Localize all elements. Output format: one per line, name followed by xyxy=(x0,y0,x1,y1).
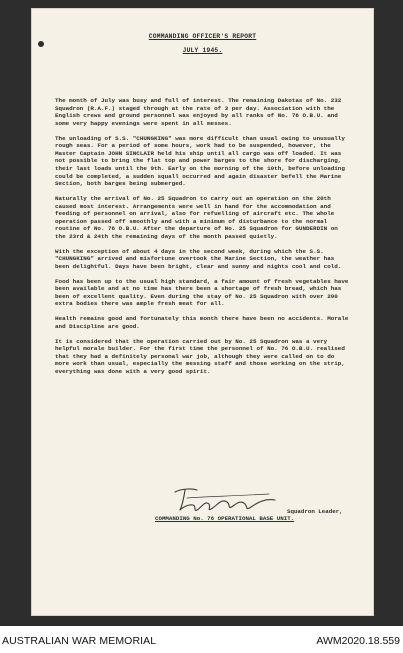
paragraph: With the exception of about 4 days in the second week, during which the S.S. "CHUNGKING" arrived and misfortune overtook the Marine Section, the weather has been delightful. Days have been bright, clear and sunny and nights cool and cold. xyxy=(55,247,342,270)
accession-number: AWM2020.18.559 xyxy=(316,635,400,647)
paragraph: Naturally the arrival of No. 25 Squadron to carry out an operation on the 20th caused most interest. Arrangements were well in hand for the accommodation and feeding of personnel on arrival, also for refuelling of aircraft etc. The whole operation passed off smoothly and with a minimum of disturbance to the normal routine of No. 76 O.B.U. After the departure of No. 25 Squadron for GUNDERDIN on the 23rd & 24th the remaining days of the month passed quietly. xyxy=(55,194,338,240)
footer-bar xyxy=(0,626,403,653)
document-page xyxy=(31,8,374,616)
document-title: COMMANDING OFFICER'S REPORT xyxy=(148,33,257,40)
document-date: JULY 1945. xyxy=(182,47,223,54)
report-body xyxy=(55,97,349,383)
signature-block xyxy=(155,486,361,526)
paragraph: It is considered that the operation carried out by No. 25 Squadron was a very helpful morale builder. For the first time the personnel of No. 76 O.B.U. realised that they had a definitely personal war job, although they were called on to do more work than usual, especially the messing staff and those working on the strip, everything was done with a very good spirit. xyxy=(55,337,345,375)
signatory-rank: Squadron Leader, xyxy=(287,508,343,515)
paragraph: Health remains good and fortunately this month there have been no accidents. Morale and Discipline are good. xyxy=(55,315,349,330)
paragraph: The month of July was busy and full of interest. The remaining Dakotas of No. 232 Squadron (R.A.F.) staged through at the rate of 3 per day. Association with the English crews and ground personnel was enjoyed by all ranks of No. 76 O.B.U. and some very happy evenings were spent in all messes. xyxy=(55,97,342,127)
signatory-unit: COMMANDING No. 76 OPERATIONAL BASE UNIT. xyxy=(155,515,295,522)
institution-credit: AUSTRALIAN WAR MEMORIAL xyxy=(2,635,157,647)
handwritten-signature xyxy=(171,486,281,516)
paragraph: The unloading of S.S. "CHUNGKING" was more difficult than usual owing to unusually rough seas. For a period of some hours, work had to be suspended, however, the Master Captain JOHN SINCLAIR held his ship until all cargo was off loaded. It was not possible to bring the flat top and power barges to the shore for discharging, their last loads until the 9th. Early on the morning of the 10th, before unloading could be completed, a sudden squall occurred and again disaster befell the Marine Section, both barges being submerged. xyxy=(55,134,345,188)
paragraph: Food has been up to the usual high standard, a fair amount of fresh vegetables have been available and at no time has there been a shortage of fresh bread, which has been of excellent quality. Even during the stay of No. 25 Squadron with over 200 extra bodies there was ample fresh meat for all. xyxy=(55,277,349,308)
